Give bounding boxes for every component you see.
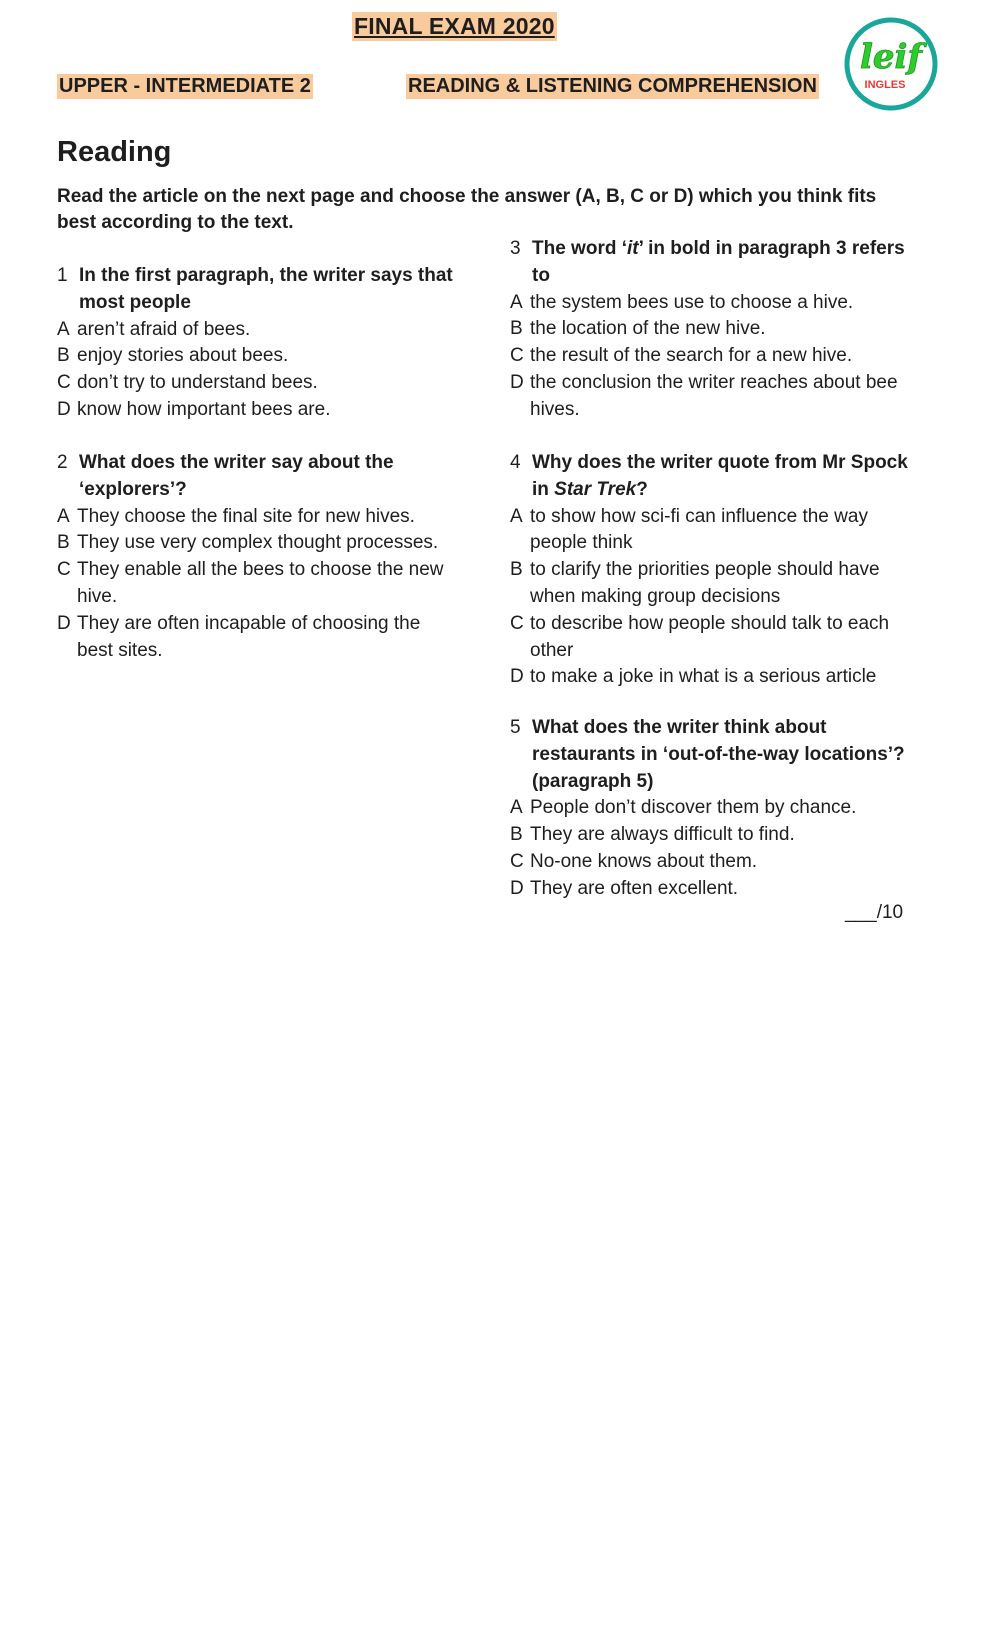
stem-italic-title: Star Trek — [554, 478, 637, 500]
option-letter: A — [57, 318, 70, 340]
option-letter: C — [510, 850, 524, 872]
question-text: What does the writer think about restaurants in ‘out-of-the-way locations’? (paragraph 5) — [532, 717, 905, 792]
option-letter: D — [510, 371, 524, 393]
level-label: UPPER - INTERMEDIATE 2 — [59, 75, 311, 97]
answer-option-c[interactable] — [510, 343, 910, 370]
question-number: 3 — [510, 238, 521, 259]
option-letter: C — [510, 612, 524, 634]
question-4 — [510, 450, 920, 691]
section-label: READING & LISTENING COMPREHENSION — [408, 75, 817, 97]
option-text: the result of the search for a new hive. — [530, 345, 853, 367]
answer-option-a[interactable] — [510, 795, 920, 822]
answer-option-c[interactable] — [57, 557, 457, 611]
option-text: They are often incapable of choosing the best sites. — [77, 612, 421, 661]
option-letter: B — [57, 532, 70, 554]
option-text: No-one knows about them. — [530, 850, 758, 872]
question-number: 5 — [510, 717, 521, 738]
question-text: What does the writer say about the ‘explorers’? — [79, 452, 394, 500]
stem-italic-word: it — [627, 238, 639, 259]
answer-option-d[interactable] — [510, 876, 920, 903]
answer-option-d[interactable] — [510, 664, 920, 691]
answer-option-a[interactable] — [57, 504, 457, 531]
question-5 — [510, 715, 920, 903]
stem-part: ? — [636, 478, 648, 500]
option-text: the system bees use to choose a hive. — [530, 291, 854, 313]
option-letter: D — [57, 398, 71, 420]
option-letter: A — [510, 797, 523, 819]
option-letter: C — [57, 372, 71, 394]
exam-title: FINAL EXAM 2020 — [354, 13, 555, 39]
option-letter: A — [510, 291, 523, 313]
question-number: 2 — [57, 452, 68, 473]
option-letter: C — [57, 559, 71, 581]
answer-option-b[interactable] — [510, 557, 920, 611]
question-number: 4 — [510, 452, 521, 473]
option-letter: D — [510, 666, 524, 688]
answer-option-c[interactable] — [510, 849, 920, 876]
option-letter: B — [510, 824, 523, 846]
option-text: enjoy stories about bees. — [77, 345, 289, 367]
option-text: People don’t discover them by chance. — [530, 797, 857, 819]
option-letter: B — [510, 318, 523, 340]
question-2 — [57, 450, 457, 664]
option-letter: D — [510, 877, 524, 899]
answer-option-c[interactable] — [57, 370, 457, 397]
option-letter: B — [57, 345, 70, 367]
option-text: They are always difficult to find. — [530, 824, 795, 846]
option-text: don’t try to understand bees. — [77, 372, 318, 394]
answer-option-c[interactable] — [510, 611, 920, 665]
answer-option-a[interactable] — [510, 504, 920, 558]
option-text: They use very complex thought processes. — [77, 532, 439, 554]
answer-option-d[interactable] — [510, 370, 910, 424]
option-letter: B — [510, 559, 523, 581]
stem-part: Why does the writer quote from Mr Spock in — [532, 452, 908, 500]
option-text: to make a joke in what is a serious article — [530, 666, 877, 688]
question-stem — [57, 263, 457, 317]
answer-option-b[interactable] — [57, 343, 457, 370]
option-letter: A — [57, 505, 70, 527]
option-text: the conclusion the writer reaches about bee hives. — [530, 371, 898, 420]
stem-part: The word ‘ — [532, 238, 627, 259]
answer-option-b[interactable] — [510, 822, 920, 849]
option-text: aren’t afraid of bees. — [77, 318, 251, 340]
instructions: Read the article on the next page and choose the answer (A, B, C or D) which you think fits best according to the text. — [57, 186, 877, 233]
question-number: 1 — [57, 265, 68, 286]
option-letter: D — [57, 612, 71, 634]
logo-brand: leif — [859, 37, 923, 77]
answer-option-d[interactable] — [57, 611, 457, 665]
question-3 — [510, 236, 910, 424]
option-text: to describe how people should talk to each other — [530, 612, 890, 661]
option-text: the location of the new hive. — [530, 318, 766, 340]
question-stem — [510, 715, 920, 795]
question-stem — [510, 450, 920, 504]
answer-option-b[interactable] — [510, 316, 910, 343]
answer-option-b[interactable] — [57, 530, 457, 557]
option-text: They choose the final site for new hives. — [77, 505, 415, 527]
question-text — [532, 236, 910, 290]
question-text: In the first paragraph, the writer says that most people — [79, 265, 453, 313]
question-stem — [510, 236, 910, 290]
question-1 — [57, 263, 457, 424]
option-letter: C — [510, 345, 524, 367]
option-text: to show how sci-fi can influence the way people think — [530, 505, 868, 554]
option-text: to clarify the priorities people should have when making group decisions — [530, 559, 880, 607]
stem-part: ’ in bold in paragraph 3 refers to — [532, 238, 905, 286]
score-field: ___/10 — [845, 902, 904, 923]
answer-option-d[interactable] — [57, 397, 457, 424]
option-text: They are often excellent. — [530, 877, 739, 899]
reading-heading: Reading — [57, 136, 172, 168]
option-text: know how important bees are. — [77, 398, 331, 420]
leif-ingles-logo — [843, 16, 939, 112]
question-stem — [57, 450, 457, 504]
logo-sub: INGLES — [864, 79, 906, 91]
answer-option-a[interactable] — [510, 290, 910, 317]
option-text: They enable all the bees to choose the new hive. — [77, 559, 444, 607]
answer-option-a[interactable] — [57, 317, 457, 344]
option-letter: A — [510, 505, 523, 527]
question-text — [532, 450, 920, 504]
